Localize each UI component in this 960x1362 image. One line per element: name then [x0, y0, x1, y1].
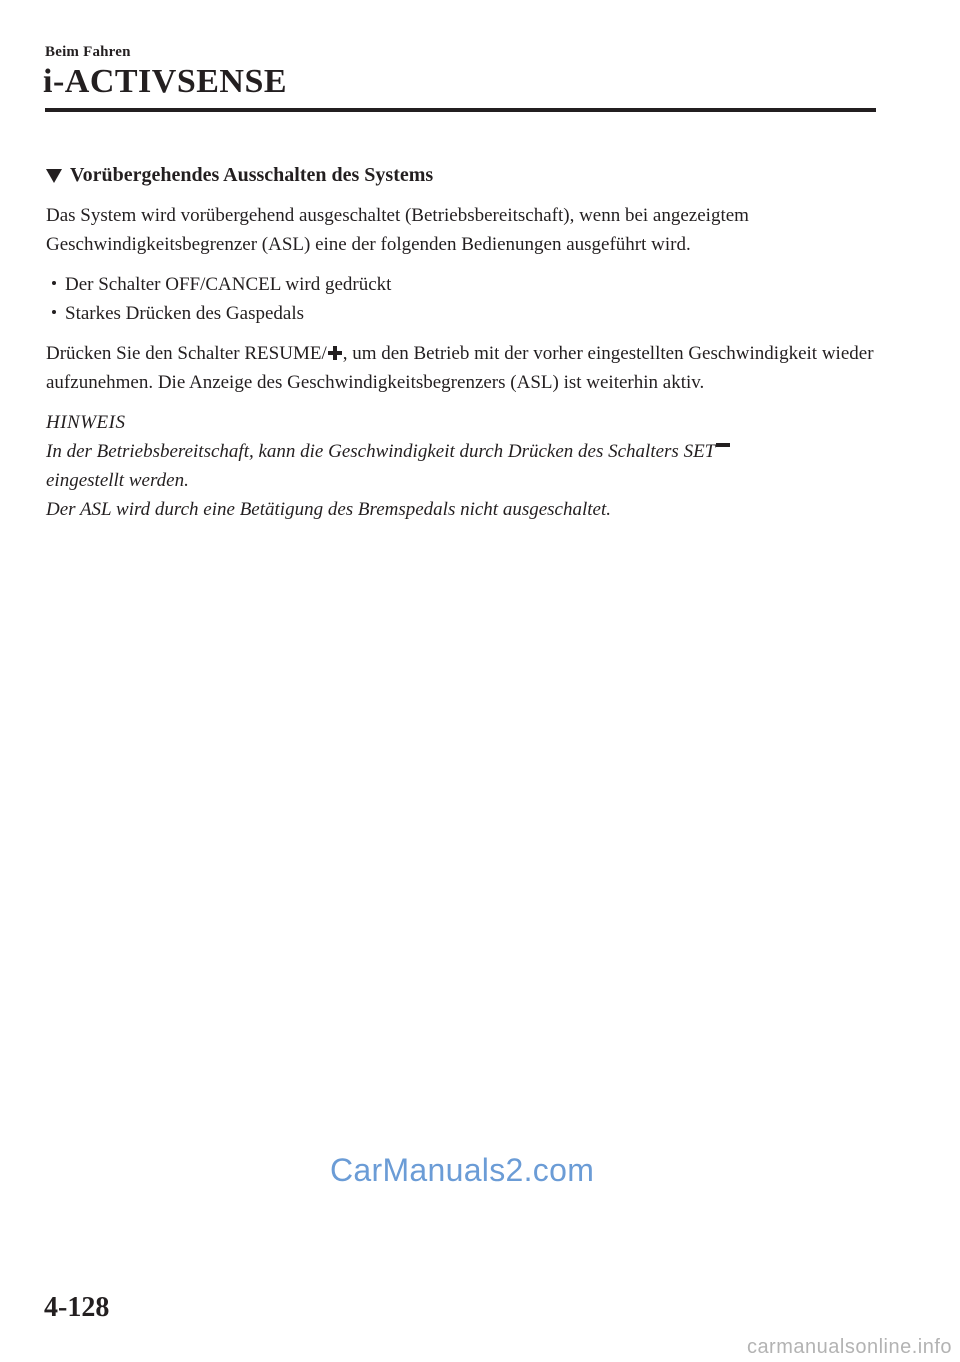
note-heading: HINWEIS	[46, 412, 126, 433]
header-rule	[45, 108, 876, 112]
bullet-dot-icon	[52, 310, 56, 314]
chapter-label: Beim Fahren	[45, 44, 131, 60]
list-item-text: Der Schalter OFF/CANCEL wird gedrückt	[65, 274, 392, 295]
subheading-text: Vorübergehendes Ausschalten des Systems	[70, 164, 434, 186]
note-line-1-before: In der Betriebsbereitschaft, kann die Geschwindigkeit durch Drücken des Schalters SET	[46, 441, 716, 462]
intro-paragraph: Das System wird vorübergehend ausgeschaltet (Betriebsbereitschaft), wenn bei angezeigtem Geschwindigkeitsbegrenzer (ASL) eine der folgenden Bedienungen ausgeführt wird.	[46, 205, 749, 255]
note-block	[46, 408, 886, 524]
list-item	[46, 270, 886, 299]
note-line-2: Der ASL wird durch eine Betätigung des Bremspedals nicht ausgeschaltet.	[46, 499, 612, 520]
note-line-1	[46, 437, 886, 466]
page-content	[46, 160, 886, 524]
resume-text-before: Drücken Sie den Schalter RESUME/	[46, 343, 327, 364]
resume-text-after: , um den Betrieb mit der vorher eingestellten Geschwindigkeit wieder aufzunehmen. Die Anzeige des Geschwindigkeitsbegrenzers (ASL) ist weiterhin aktiv.	[46, 343, 874, 393]
page-number: 4-128	[44, 1292, 110, 1323]
minus-icon	[716, 438, 730, 452]
list-item-text: Starkes Drücken des Gaspedals	[65, 303, 305, 324]
list-item	[46, 299, 886, 328]
watermark-logo: CarManuals2.com	[330, 1152, 595, 1188]
note-line-1-cont: eingestellt werden.	[46, 470, 189, 491]
subheading	[46, 160, 886, 190]
footer-site-url: carmanualsonline.info	[746, 1336, 952, 1358]
resume-paragraph	[46, 339, 886, 397]
bullet-list	[46, 270, 886, 328]
triangle-down-icon	[46, 169, 62, 183]
plus-icon	[328, 346, 342, 360]
bullet-dot-icon	[52, 281, 56, 285]
section-title: i-ACTIVSENSE	[43, 63, 288, 100]
